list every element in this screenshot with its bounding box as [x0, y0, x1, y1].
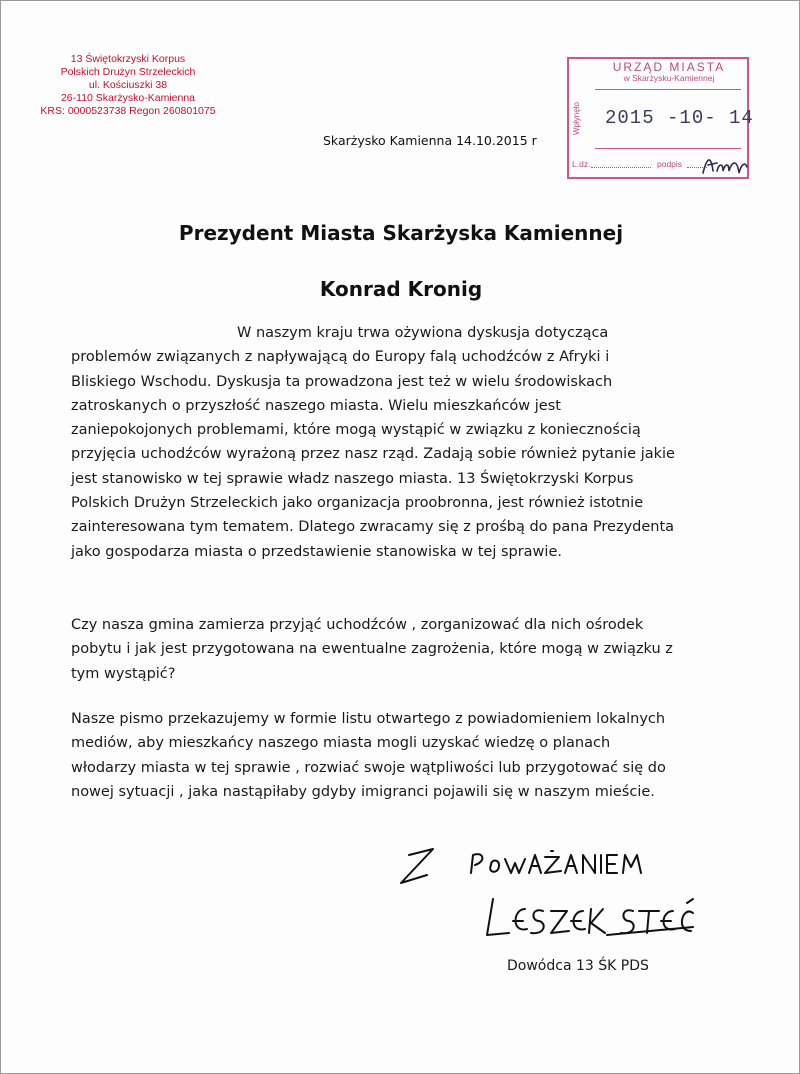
paragraph-line: W naszym kraju trwa ożywiona dyskusja dotycząca: [237, 325, 609, 341]
paragraph-line: zatroskanych o przyszłość naszego miasta. Wielu mieszkańców jest: [71, 397, 561, 414]
stamp-date: 2015 -10- 14: [605, 107, 754, 129]
received-stamp: [567, 57, 754, 179]
paragraph-line: zaniepokojonych problemami, które mogą wystąpić w związku z koniecznością: [71, 422, 641, 439]
paragraph-line: Bliskiego Wschodu. Dyskusja ta prowadzona jest też w wielu środowiskach: [71, 373, 613, 390]
paragraph: [71, 613, 751, 686]
paragraph-line: nowej sytuacji , jaka nastąpiłaby gdyby imigranci pojawili się w naszym mieście.: [71, 783, 655, 800]
place-date: Skarżysko Kamienna 14.10.2015 r: [323, 133, 537, 148]
paragraph-line: jest stanowisko w tej sprawie władz naszego miasta. 13 Świętokrzyski Korpus: [71, 470, 634, 487]
paragraph-line: Nasze pismo przekazujemy w formie listu otwartego z powiadomieniem lokalnych: [71, 711, 666, 727]
paragraph-line: zainteresowana tym tematem. Dlatego zwracamy się z prośbą do pana Prezydenta: [71, 519, 675, 536]
paragraph: [71, 321, 751, 564]
paragraph-line: problemów związanych z napływającą do Europy falą uchodźców z Afryki i: [71, 349, 610, 366]
stamp-signature-label: podpis: [657, 159, 683, 169]
paragraph-line: mediów, aby mieszkańcy naszego miasta mogli uzyskać wiedzę o planach: [71, 735, 611, 752]
paragraph-line: przyjęcia uchodźców wyrażoną przez nasz rząd. Zadają sobie również pytanie jakie: [71, 446, 675, 463]
paragraph-line: jako gospodarza miasta o przedstawienie stanowiska w tej sprawie.: [71, 543, 562, 560]
paragraph-line: Czy nasza gmina zamierza przyjąć uchodźców , zorganizować dla nich ośrodek: [71, 617, 644, 633]
paragraph-line: tym wystąpić?: [71, 665, 176, 682]
paragraph: [71, 707, 751, 804]
stamp-ref-line: [591, 167, 651, 168]
sender-line: KRS: 0000523738 Regon 260801075: [40, 105, 216, 117]
sender-line: ul. Kościuszki 38: [88, 79, 168, 91]
stamp-received-label: Wpłynęło: [572, 102, 581, 135]
paragraph-line: włodarzy miasta w tej sprawie , rozwiać swoje wątpliwości lub przygotować się do: [71, 759, 666, 776]
stamp-office: URZĄD MIASTA: [612, 60, 726, 74]
recipient-title: Prezydent Miasta Skarżyska Kamiennej: [178, 221, 624, 245]
handwritten-signature: [387, 837, 697, 947]
stamp-ref-label: L.dz.: [572, 159, 591, 169]
stamp-initials-scribble: [699, 151, 749, 181]
sender-line: Polskich Drużyn Strzeleckich: [60, 66, 196, 78]
sender-line: 13 Świętokrzyski Korpus: [70, 53, 186, 65]
paragraph-line: pobytu i jak jest przygotowana na ewentualne zagrożenia, które mogą w związku z: [71, 641, 673, 658]
recipient-name: Konrad Kronig: [319, 277, 483, 301]
signatory-role: Dowódca 13 ŚK PDS: [507, 958, 649, 974]
sender-line: 26-110 Skarżysko-Kamienna: [60, 92, 196, 104]
stamp-office-sub: w Skarżysku-Kamiennej: [623, 73, 715, 83]
paragraph-line: Polskich Drużyn Strzeleckich jako organizacja proobronna, jest również istotnie: [71, 495, 644, 512]
sender-stamp: [23, 53, 233, 118]
